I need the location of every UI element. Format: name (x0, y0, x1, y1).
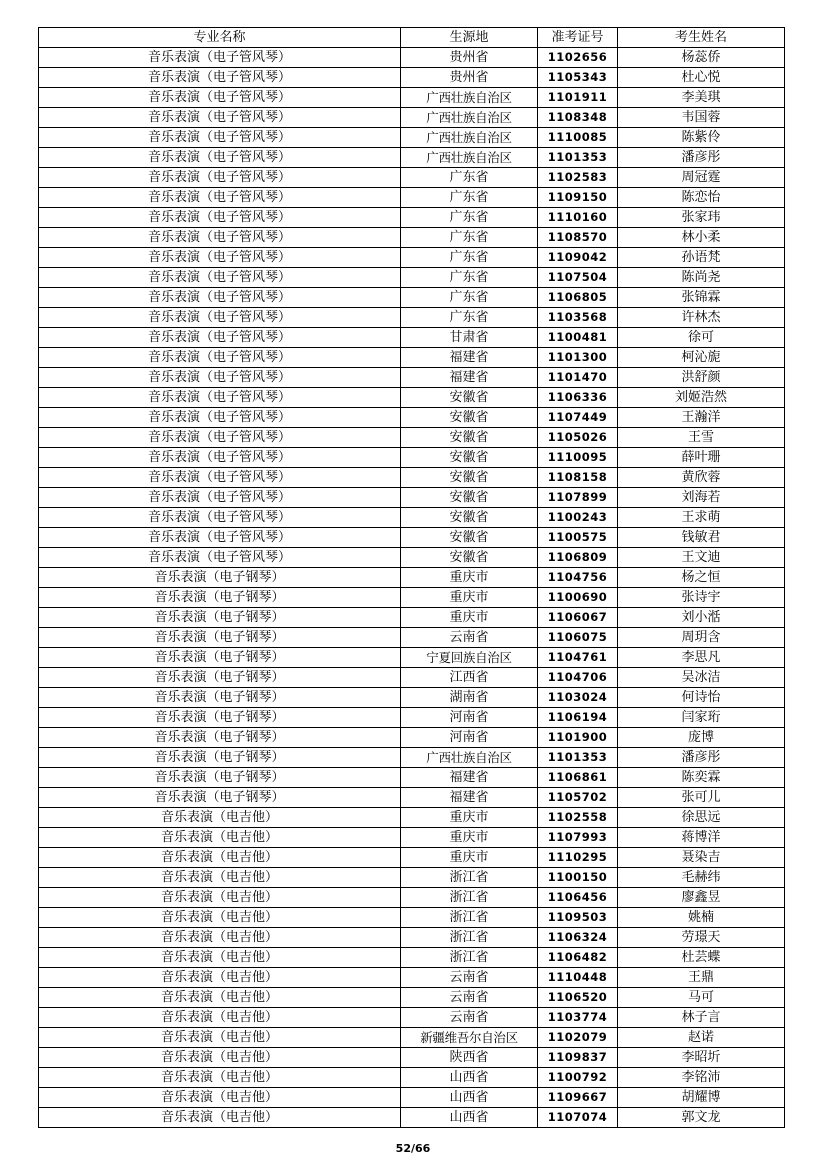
table-row (39, 148, 785, 168)
cell-exam-id: 1102558 (538, 808, 618, 828)
cell-exam-id: 1102656 (538, 48, 618, 68)
cell-major: 音乐表演（电吉他） (39, 1108, 401, 1128)
cell-student-name: 李铭沛 (618, 1068, 785, 1088)
cell-major: 音乐表演（电吉他） (39, 968, 401, 988)
table-row (39, 828, 785, 848)
cell-major: 音乐表演（电子钢琴） (39, 748, 401, 768)
table-row (39, 988, 785, 1008)
cell-origin: 福建省 (401, 368, 538, 388)
cell-student-name: 郭文龙 (618, 1108, 785, 1128)
table-row (39, 568, 785, 588)
cell-exam-id: 1106324 (538, 928, 618, 948)
cell-student-name: 钱敏君 (618, 528, 785, 548)
cell-exam-id: 1100575 (538, 528, 618, 548)
cell-origin: 安徽省 (401, 408, 538, 428)
cell-student-name: 王瀚洋 (618, 408, 785, 428)
cell-exam-id: 1101353 (538, 748, 618, 768)
table-row (39, 868, 785, 888)
cell-origin: 广东省 (401, 308, 538, 328)
cell-major: 音乐表演（电吉他） (39, 1048, 401, 1068)
cell-student-name: 潘彦彤 (618, 748, 785, 768)
table-header (39, 28, 785, 48)
cell-major: 音乐表演（电子钢琴） (39, 788, 401, 808)
table-row (39, 468, 785, 488)
cell-major: 音乐表演（电子管风琴） (39, 528, 401, 548)
cell-student-name: 薛叶珊 (618, 448, 785, 468)
cell-major: 音乐表演（电吉他） (39, 988, 401, 1008)
table-row (39, 228, 785, 248)
cell-student-name: 杨蕊侨 (618, 48, 785, 68)
cell-student-name: 张锦霖 (618, 288, 785, 308)
cell-student-name: 劳璟天 (618, 928, 785, 948)
cell-origin: 福建省 (401, 348, 538, 368)
header-origin: 生源地 (401, 28, 538, 48)
table-row (39, 368, 785, 388)
cell-origin: 安徽省 (401, 488, 538, 508)
cell-exam-id: 1110085 (538, 128, 618, 148)
cell-major: 音乐表演（电子钢琴） (39, 588, 401, 608)
cell-student-name: 毛赫纬 (618, 868, 785, 888)
cell-exam-id: 1105702 (538, 788, 618, 808)
cell-student-name: 潘彦彤 (618, 148, 785, 168)
table-row (39, 188, 785, 208)
cell-origin: 贵州省 (401, 68, 538, 88)
cell-exam-id: 1106482 (538, 948, 618, 968)
cell-origin: 山西省 (401, 1068, 538, 1088)
cell-exam-id: 1106067 (538, 608, 618, 628)
cell-major: 音乐表演（电子管风琴） (39, 408, 401, 428)
cell-major: 音乐表演（电子管风琴） (39, 288, 401, 308)
cell-exam-id: 1106456 (538, 888, 618, 908)
cell-major: 音乐表演（电吉他） (39, 868, 401, 888)
cell-major: 音乐表演（电吉他） (39, 928, 401, 948)
cell-exam-id: 1106075 (538, 628, 618, 648)
cell-major: 音乐表演（电吉他） (39, 828, 401, 848)
table-row (39, 128, 785, 148)
cell-student-name: 周冠霆 (618, 168, 785, 188)
cell-exam-id: 1109503 (538, 908, 618, 928)
cell-student-name: 李昭圻 (618, 1048, 785, 1068)
cell-student-name: 廖鑫昱 (618, 888, 785, 908)
cell-origin: 福建省 (401, 788, 538, 808)
roster-sheet (38, 27, 784, 1128)
cell-major: 音乐表演（电子钢琴） (39, 708, 401, 728)
cell-origin: 安徽省 (401, 468, 538, 488)
cell-origin: 云南省 (401, 628, 538, 648)
cell-exam-id: 1101911 (538, 88, 618, 108)
cell-student-name: 聂染吉 (618, 848, 785, 868)
table-row (39, 1028, 785, 1048)
table-row (39, 808, 785, 828)
cell-major: 音乐表演（电子管风琴） (39, 88, 401, 108)
cell-origin: 重庆市 (401, 608, 538, 628)
cell-origin: 安徽省 (401, 508, 538, 528)
table-row (39, 788, 785, 808)
table-body (39, 48, 785, 1128)
table-row (39, 108, 785, 128)
cell-exam-id: 1110295 (538, 848, 618, 868)
cell-origin: 广东省 (401, 248, 538, 268)
cell-origin: 浙江省 (401, 908, 538, 928)
cell-origin: 湖南省 (401, 688, 538, 708)
cell-major: 音乐表演（电子管风琴） (39, 208, 401, 228)
cell-major: 音乐表演（电吉他） (39, 948, 401, 968)
table-row (39, 688, 785, 708)
cell-student-name: 张家玮 (618, 208, 785, 228)
cell-major: 音乐表演（电子管风琴） (39, 348, 401, 368)
cell-major: 音乐表演（电子管风琴） (39, 68, 401, 88)
cell-exam-id: 1101470 (538, 368, 618, 388)
table-row (39, 448, 785, 468)
cell-exam-id: 1110095 (538, 448, 618, 468)
table-row (39, 328, 785, 348)
cell-exam-id: 1110448 (538, 968, 618, 988)
cell-student-name: 王文迪 (618, 548, 785, 568)
table-row (39, 428, 785, 448)
table-row (39, 768, 785, 788)
cell-major: 音乐表演（电子管风琴） (39, 448, 401, 468)
table-row (39, 88, 785, 108)
cell-origin: 广东省 (401, 168, 538, 188)
cell-exam-id: 1107074 (538, 1108, 618, 1128)
cell-origin: 陕西省 (401, 1048, 538, 1068)
cell-origin: 广东省 (401, 288, 538, 308)
cell-student-name: 张可儿 (618, 788, 785, 808)
cell-student-name: 王求萌 (618, 508, 785, 528)
cell-exam-id: 1106520 (538, 988, 618, 1008)
cell-origin: 广西壮族自治区 (401, 748, 538, 768)
table-row (39, 968, 785, 988)
table-row (39, 248, 785, 268)
cell-student-name: 孙语梵 (618, 248, 785, 268)
cell-origin: 广西壮族自治区 (401, 148, 538, 168)
table-row (39, 68, 785, 88)
header-major: 专业名称 (39, 28, 401, 48)
cell-major: 音乐表演（电子管风琴） (39, 428, 401, 448)
cell-origin: 安徽省 (401, 388, 538, 408)
cell-origin: 重庆市 (401, 828, 538, 848)
cell-exam-id: 1108348 (538, 108, 618, 128)
table-row (39, 288, 785, 308)
table-row (39, 748, 785, 768)
cell-exam-id: 1105026 (538, 428, 618, 448)
cell-major: 音乐表演（电子管风琴） (39, 488, 401, 508)
cell-major: 音乐表演（电子管风琴） (39, 168, 401, 188)
table-row (39, 608, 785, 628)
cell-student-name: 李思凡 (618, 648, 785, 668)
cell-origin: 河南省 (401, 708, 538, 728)
cell-origin: 甘肃省 (401, 328, 538, 348)
table-row (39, 1048, 785, 1068)
cell-origin: 广东省 (401, 208, 538, 228)
page-number: 52/66 (395, 1142, 431, 1155)
table-row (39, 908, 785, 928)
cell-exam-id: 1109667 (538, 1088, 618, 1108)
cell-student-name: 周玥含 (618, 628, 785, 648)
cell-major: 音乐表演（电吉他） (39, 888, 401, 908)
cell-exam-id: 1106194 (538, 708, 618, 728)
cell-student-name: 杜芸蝶 (618, 948, 785, 968)
cell-origin: 福建省 (401, 768, 538, 788)
cell-exam-id: 1104706 (538, 668, 618, 688)
cell-student-name: 张诗宇 (618, 588, 785, 608)
cell-student-name: 杨之恒 (618, 568, 785, 588)
cell-exam-id: 1100792 (538, 1068, 618, 1088)
cell-origin: 浙江省 (401, 868, 538, 888)
cell-student-name: 刘海若 (618, 488, 785, 508)
cell-student-name: 洪舒颜 (618, 368, 785, 388)
cell-origin: 浙江省 (401, 888, 538, 908)
cell-major: 音乐表演（电子钢琴） (39, 768, 401, 788)
cell-exam-id: 1103024 (538, 688, 618, 708)
cell-origin: 云南省 (401, 1008, 538, 1028)
cell-exam-id: 1103568 (538, 308, 618, 328)
cell-student-name: 黄欣蓉 (618, 468, 785, 488)
cell-origin: 重庆市 (401, 568, 538, 588)
cell-exam-id: 1108570 (538, 228, 618, 248)
table-row (39, 208, 785, 228)
cell-student-name: 李美琪 (618, 88, 785, 108)
cell-exam-id: 1100243 (538, 508, 618, 528)
table-row (39, 588, 785, 608)
cell-origin: 浙江省 (401, 948, 538, 968)
cell-exam-id: 1107449 (538, 408, 618, 428)
cell-major: 音乐表演（电子管风琴） (39, 248, 401, 268)
cell-major: 音乐表演（电子钢琴） (39, 668, 401, 688)
cell-origin: 宁夏回族自治区 (401, 648, 538, 668)
cell-origin: 山西省 (401, 1088, 538, 1108)
table-row (39, 948, 785, 968)
cell-major: 音乐表演（电子钢琴） (39, 648, 401, 668)
table-row (39, 528, 785, 548)
cell-student-name: 林子言 (618, 1008, 785, 1028)
cell-exam-id: 1106861 (538, 768, 618, 788)
cell-major: 音乐表演（电子管风琴） (39, 228, 401, 248)
cell-origin: 河南省 (401, 728, 538, 748)
table-row (39, 548, 785, 568)
cell-exam-id: 1107993 (538, 828, 618, 848)
cell-origin: 广西壮族自治区 (401, 88, 538, 108)
header-exam-id: 准考证号 (538, 28, 618, 48)
cell-student-name: 韦国蓉 (618, 108, 785, 128)
table-row (39, 48, 785, 68)
cell-major: 音乐表演（电子管风琴） (39, 148, 401, 168)
cell-origin: 广西壮族自治区 (401, 128, 538, 148)
cell-exam-id: 1109042 (538, 248, 618, 268)
header-row (39, 28, 785, 48)
table-row (39, 708, 785, 728)
cell-major: 音乐表演（电吉他） (39, 1008, 401, 1028)
cell-origin: 贵州省 (401, 48, 538, 68)
cell-exam-id: 1107899 (538, 488, 618, 508)
cell-major: 音乐表演（电子管风琴） (39, 308, 401, 328)
cell-student-name: 刘小湉 (618, 608, 785, 628)
cell-student-name: 闫家珩 (618, 708, 785, 728)
cell-student-name: 庞博 (618, 728, 785, 748)
cell-major: 音乐表演（电子管风琴） (39, 188, 401, 208)
table-row (39, 1068, 785, 1088)
cell-major: 音乐表演（电子管风琴） (39, 548, 401, 568)
table-row (39, 268, 785, 288)
cell-origin: 浙江省 (401, 928, 538, 948)
cell-student-name: 刘姬浩然 (618, 388, 785, 408)
table-row (39, 888, 785, 908)
cell-major: 音乐表演（电子管风琴） (39, 468, 401, 488)
cell-student-name: 姚楠 (618, 908, 785, 928)
cell-student-name: 陈恋怡 (618, 188, 785, 208)
cell-exam-id: 1100150 (538, 868, 618, 888)
cell-exam-id: 1102583 (538, 168, 618, 188)
cell-student-name: 林小柔 (618, 228, 785, 248)
header-name: 考生姓名 (618, 28, 785, 48)
cell-origin: 安徽省 (401, 428, 538, 448)
cell-student-name: 吴冰洁 (618, 668, 785, 688)
cell-student-name: 杜心悦 (618, 68, 785, 88)
cell-major: 音乐表演（电子管风琴） (39, 508, 401, 528)
cell-student-name: 胡耀博 (618, 1088, 785, 1108)
cell-major: 音乐表演（电吉他） (39, 1028, 401, 1048)
table-row (39, 728, 785, 748)
cell-major: 音乐表演（电子钢琴） (39, 728, 401, 748)
cell-student-name: 徐可 (618, 328, 785, 348)
cell-origin: 云南省 (401, 988, 538, 1008)
table-row (39, 508, 785, 528)
cell-major: 音乐表演（电吉他） (39, 908, 401, 928)
table-row (39, 628, 785, 648)
table-row (39, 1008, 785, 1028)
cell-exam-id: 1109150 (538, 188, 618, 208)
cell-student-name: 何诗怡 (618, 688, 785, 708)
table-row (39, 308, 785, 328)
cell-exam-id: 1101300 (538, 348, 618, 368)
cell-exam-id: 1109837 (538, 1048, 618, 1068)
cell-student-name: 蒋博洋 (618, 828, 785, 848)
cell-origin: 江西省 (401, 668, 538, 688)
cell-student-name: 王雪 (618, 428, 785, 448)
cell-origin: 山西省 (401, 1108, 538, 1128)
cell-origin: 重庆市 (401, 808, 538, 828)
cell-major: 音乐表演（电子管风琴） (39, 368, 401, 388)
cell-origin: 云南省 (401, 968, 538, 988)
cell-exam-id: 1110160 (538, 208, 618, 228)
cell-student-name: 陈紫伶 (618, 128, 785, 148)
table-row (39, 388, 785, 408)
cell-major: 音乐表演（电子管风琴） (39, 128, 401, 148)
cell-origin: 广东省 (401, 228, 538, 248)
cell-origin: 安徽省 (401, 528, 538, 548)
cell-student-name: 赵诺 (618, 1028, 785, 1048)
cell-major: 音乐表演（电吉他） (39, 1068, 401, 1088)
cell-major: 音乐表演（电子管风琴） (39, 268, 401, 288)
cell-major: 音乐表演（电吉他） (39, 848, 401, 868)
cell-exam-id: 1101900 (538, 728, 618, 748)
cell-student-name: 陈尚尧 (618, 268, 785, 288)
table-row (39, 488, 785, 508)
cell-exam-id: 1103774 (538, 1008, 618, 1028)
cell-origin: 广西壮族自治区 (401, 108, 538, 128)
cell-major: 音乐表演（电子钢琴） (39, 628, 401, 648)
cell-student-name: 徐思远 (618, 808, 785, 828)
cell-major: 音乐表演（电子钢琴） (39, 568, 401, 588)
cell-major: 音乐表演（电子管风琴） (39, 108, 401, 128)
cell-exam-id: 1104756 (538, 568, 618, 588)
cell-student-name: 陈奕霖 (618, 768, 785, 788)
table-row (39, 848, 785, 868)
cell-major: 音乐表演（电子钢琴） (39, 608, 401, 628)
table-row (39, 668, 785, 688)
cell-origin: 重庆市 (401, 848, 538, 868)
table-row (39, 348, 785, 368)
cell-major: 音乐表演（电吉他） (39, 1088, 401, 1108)
cell-exam-id: 1108158 (538, 468, 618, 488)
cell-exam-id: 1106336 (538, 388, 618, 408)
table-row (39, 928, 785, 948)
cell-origin: 广东省 (401, 188, 538, 208)
cell-exam-id: 1106805 (538, 288, 618, 308)
admission-roster-table (38, 27, 785, 1128)
table-row (39, 168, 785, 188)
cell-origin: 安徽省 (401, 548, 538, 568)
cell-exam-id: 1105343 (538, 68, 618, 88)
table-row (39, 408, 785, 428)
cell-major: 音乐表演（电子管风琴） (39, 48, 401, 68)
cell-exam-id: 1107504 (538, 268, 618, 288)
table-row (39, 1108, 785, 1128)
table-row (39, 1088, 785, 1108)
cell-origin: 安徽省 (401, 448, 538, 468)
cell-student-name: 许林杰 (618, 308, 785, 328)
cell-major: 音乐表演（电吉他） (39, 808, 401, 828)
cell-exam-id: 1104761 (538, 648, 618, 668)
cell-exam-id: 1100690 (538, 588, 618, 608)
cell-origin: 重庆市 (401, 588, 538, 608)
cell-major: 音乐表演（电子钢琴） (39, 688, 401, 708)
cell-exam-id: 1106809 (538, 548, 618, 568)
cell-student-name: 柯沁旎 (618, 348, 785, 368)
cell-major: 音乐表演（电子管风琴） (39, 328, 401, 348)
cell-origin: 广东省 (401, 268, 538, 288)
cell-origin: 新疆维吾尔自治区 (401, 1028, 538, 1048)
cell-major: 音乐表演（电子管风琴） (39, 388, 401, 408)
cell-exam-id: 1101353 (538, 148, 618, 168)
cell-exam-id: 1102079 (538, 1028, 618, 1048)
cell-exam-id: 1100481 (538, 328, 618, 348)
cell-student-name: 王鼎 (618, 968, 785, 988)
table-row (39, 648, 785, 668)
cell-student-name: 马可 (618, 988, 785, 1008)
